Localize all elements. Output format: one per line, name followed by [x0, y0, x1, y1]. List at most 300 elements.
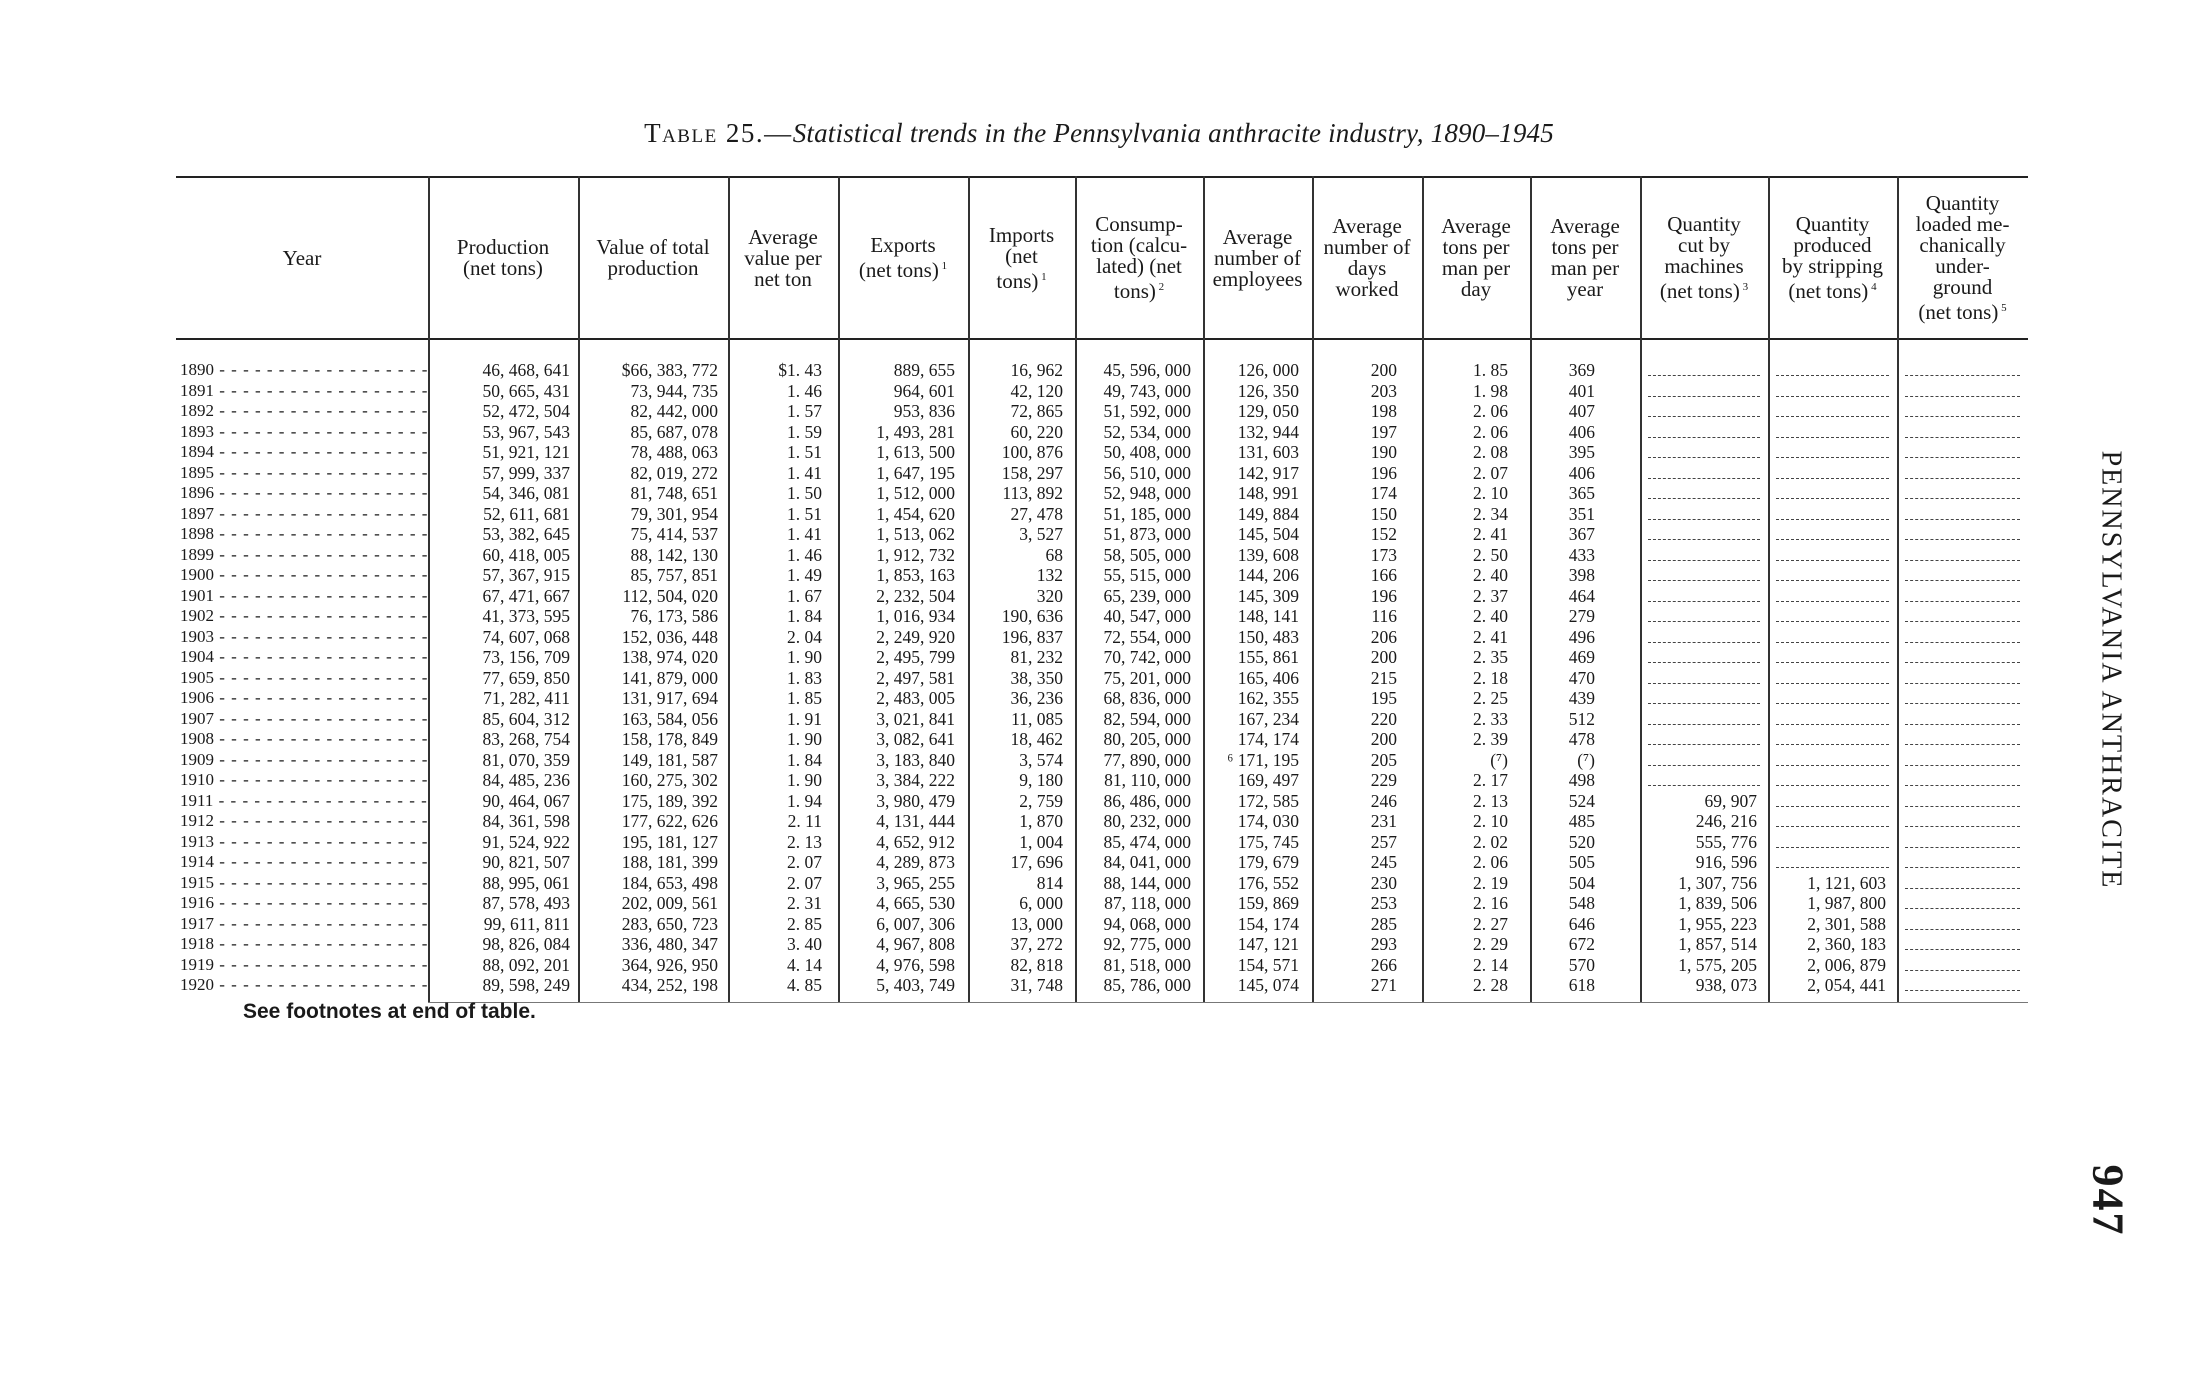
- table-cell: 144, 206: [1237, 565, 1299, 585]
- table-cell: 2. 18: [1473, 667, 1508, 688]
- table-cell: 215: [1370, 667, 1397, 688]
- table-cell: 173: [1370, 544, 1397, 565]
- empty-cell-leader: [1648, 621, 1760, 622]
- table-cell: 434, 252, 198: [621, 975, 718, 995]
- table-cell: 142, 917: [1237, 462, 1299, 483]
- year-cell: 1919 - - -: [180, 955, 428, 976]
- table-cell: 2. 34: [1473, 503, 1508, 524]
- table-cell: 938, 073: [1695, 975, 1757, 995]
- empty-cell-leader: [1905, 806, 2020, 807]
- empty-cell-leader: [1905, 457, 2020, 458]
- table-cell: 150, 483: [1237, 626, 1299, 647]
- empty-cell-leader: [1776, 703, 1889, 704]
- table-cell: 2. 28: [1473, 975, 1508, 995]
- table-cell: 524: [1568, 790, 1595, 811]
- table-cell: 53, 382, 645: [482, 524, 570, 544]
- table-cell: 469: [1568, 647, 1595, 667]
- table-cell: 89, 598, 249: [482, 975, 570, 995]
- table-cell: 74, 607, 068: [482, 626, 570, 647]
- table-cell: 50, 408, 000: [1103, 442, 1191, 462]
- table-cell: 72, 554, 000: [1103, 626, 1191, 647]
- table-cell: 1. 41: [787, 524, 822, 544]
- year-cell: 1902 - - -: [180, 606, 428, 627]
- year-cell: 1910 - - -: [180, 770, 428, 791]
- table-cell: 53, 967, 543: [482, 421, 570, 442]
- table-cell: 175, 189, 392: [621, 790, 718, 811]
- table-cell: 77, 659, 850: [482, 667, 570, 688]
- table-cell: 73, 156, 709: [482, 647, 570, 667]
- table-cell: 889, 655: [893, 360, 955, 380]
- table-cell: 145, 309: [1237, 585, 1299, 606]
- table-cell: 1. 41: [787, 462, 822, 483]
- header-rule: [176, 338, 2028, 340]
- table-cell: 1. 98: [1473, 380, 1508, 401]
- table-cell: 271: [1370, 975, 1397, 995]
- column-header-label: Quantity produced by stripping (net tons) $^4$: [1782, 212, 1883, 303]
- table-cell: 395: [1568, 442, 1595, 462]
- table-cell: 206: [1370, 626, 1397, 647]
- table-cell: 52, 534, 000: [1103, 421, 1191, 442]
- table-cell: 1. 50: [787, 483, 822, 503]
- table-cell: 80, 232, 000: [1103, 811, 1191, 831]
- empty-cell-leader: [1905, 478, 2020, 479]
- table-cell: 50, 665, 431: [482, 380, 570, 401]
- table-cell: 505: [1568, 852, 1595, 872]
- table-cell: 3, 574: [1019, 749, 1063, 770]
- table-cell: $66, 383, 772: [621, 360, 718, 380]
- empty-cell-leader: [1648, 560, 1760, 561]
- table-cell: 1. 85: [1473, 360, 1508, 380]
- table-cell: 231: [1370, 811, 1397, 831]
- table-cell: 320: [1036, 585, 1063, 606]
- table-cell: 166: [1370, 565, 1397, 585]
- table-cell: 159, 869: [1237, 893, 1299, 913]
- table-cell: 1, 839, 506: [1678, 893, 1757, 913]
- table-cell: 2. 13: [787, 831, 822, 852]
- column-header: [968, 182, 1075, 334]
- empty-cell-leader: [1776, 765, 1889, 766]
- footnote-marker: 1: [938, 260, 948, 272]
- table-cell: 85, 757, 851: [630, 565, 718, 585]
- table-cell: 2. 04: [787, 626, 822, 647]
- table-cell: 1, 454, 620: [876, 503, 955, 524]
- table-cell: 152, 036, 448: [621, 626, 718, 647]
- table-cell: 132: [1036, 565, 1063, 585]
- column-header: [1075, 182, 1203, 334]
- column-header: [176, 182, 428, 334]
- table-cell: 3, 183, 840: [876, 749, 955, 770]
- column-header-label: Year: [282, 245, 322, 270]
- table-cell: 364, 926, 950: [621, 954, 718, 975]
- table-cell: 60, 220: [1010, 421, 1063, 442]
- table-cell: 1, 512, 000: [876, 483, 955, 503]
- page-number: [2068, 1140, 2148, 1260]
- table-cell: 86, 486, 000: [1103, 790, 1191, 811]
- year-cell: 1893 - - -: [180, 422, 428, 443]
- table-cell: 4, 967, 808: [876, 934, 955, 954]
- table-cell: 42, 120: [1010, 380, 1063, 401]
- table-cell: 51, 185, 000: [1103, 503, 1191, 524]
- empty-cell-leader: [1776, 744, 1889, 745]
- table-cell: 205: [1370, 749, 1397, 770]
- table-cell: 2. 41: [1473, 524, 1508, 544]
- table-cell: 1. 57: [787, 401, 822, 421]
- table-cell: 52, 948, 000: [1103, 483, 1191, 503]
- year-cell: 1898 - - -: [180, 524, 428, 545]
- table-cell: 498: [1568, 770, 1595, 790]
- table-cell: 90, 821, 507: [482, 852, 570, 872]
- column-header-label: Quantity loaded me- chanically under- ground (net tons) $^5$: [1915, 191, 2010, 324]
- table-cell: 1. 90: [787, 729, 822, 749]
- table-cell: 9, 180: [1019, 770, 1063, 790]
- column-header-label: Consump- tion (calcu- lated) (net tons) $^2$: [1090, 212, 1188, 303]
- table-cell: 92, 775, 000: [1103, 934, 1191, 954]
- table-cell: 196: [1370, 585, 1397, 606]
- table-cell: 129, 050: [1237, 401, 1299, 421]
- table-cell: 72, 865: [1010, 401, 1063, 421]
- table-cell: 439: [1568, 688, 1595, 708]
- empty-cell-leader: [1905, 519, 2020, 520]
- table-cell: 131, 603: [1237, 442, 1299, 462]
- table-cell: 496: [1568, 626, 1595, 647]
- table-cell: 401: [1568, 380, 1595, 401]
- table-cell: ⁶ 171, 195: [1227, 749, 1299, 770]
- table-cell: 155, 861: [1237, 647, 1299, 667]
- table-cell: 1. 46: [787, 380, 822, 401]
- table-cell: 82, 442, 000: [630, 401, 718, 421]
- table-cell: 672: [1568, 934, 1595, 954]
- year-cell: 1906 - - -: [180, 688, 428, 709]
- table-cell: 175, 745: [1237, 831, 1299, 852]
- table-cell: 81, 070, 359: [482, 749, 570, 770]
- table-cell: 253: [1370, 893, 1397, 913]
- table-cell: 2. 27: [1473, 913, 1508, 934]
- table-cell: 98, 826, 084: [482, 934, 570, 954]
- table-cell: 158, 178, 849: [621, 729, 718, 749]
- empty-cell-leader: [1648, 416, 1760, 417]
- table-cell: 2, 249, 920: [876, 626, 955, 647]
- year-cell: 1903 - - -: [180, 627, 428, 648]
- year-cell: 1904 - - -: [180, 647, 428, 668]
- column-header-label: Exports (net tons) $^1$: [858, 233, 948, 282]
- table-cell: 195: [1370, 688, 1397, 708]
- year-cell: 1908 - - -: [180, 729, 428, 750]
- table-cell: 4, 652, 912: [876, 831, 955, 852]
- table-cell: 52, 611, 681: [483, 503, 570, 524]
- table-cell: 512: [1568, 708, 1595, 729]
- table-cell: 202, 009, 561: [621, 893, 718, 913]
- table-cell: 139, 608: [1237, 544, 1299, 565]
- empty-cell-leader: [1776, 396, 1889, 397]
- table-cell: 520: [1568, 831, 1595, 852]
- table-cell: 406: [1568, 462, 1595, 483]
- table-cell: 112, 504, 020: [622, 585, 718, 606]
- table-cell: 1. 46: [787, 544, 822, 565]
- table-cell: 478: [1568, 729, 1595, 749]
- year-cell: 1920 - - -: [180, 975, 428, 996]
- table-cell: 2. 85: [787, 913, 822, 934]
- table-cell: 4, 976, 598: [876, 954, 955, 975]
- empty-cell-leader: [1776, 580, 1889, 581]
- empty-cell-leader: [1905, 498, 2020, 499]
- table-cell: 2. 14: [1473, 954, 1508, 975]
- table-cell: 40, 547, 000: [1103, 606, 1191, 626]
- table-cell: 188, 181, 399: [621, 852, 718, 872]
- table-cell: 2, 301, 588: [1807, 913, 1886, 934]
- table-cell: 2. 07: [787, 872, 822, 893]
- empty-cell-leader: [1648, 437, 1760, 438]
- footnote-marker: 5: [1998, 302, 2007, 314]
- table-cell: 229: [1370, 770, 1397, 790]
- table-cell: 82, 019, 272: [630, 462, 718, 483]
- table-cell: 88, 995, 061: [482, 872, 570, 893]
- table-cell: 3, 021, 841: [876, 708, 955, 729]
- table-cell: 84, 485, 236: [482, 770, 570, 790]
- table-cell: 162, 355: [1237, 688, 1299, 708]
- table-cell: 2. 29: [1473, 934, 1508, 954]
- table-cell: 90, 464, 067: [482, 790, 570, 811]
- table-cell: 85, 604, 312: [482, 708, 570, 729]
- table-cell: 67, 471, 667: [482, 585, 570, 606]
- table-cell: 464: [1568, 585, 1595, 606]
- table-cell: 646: [1568, 913, 1595, 934]
- column-header: [1640, 182, 1768, 334]
- table-cell: 13, 000: [1010, 913, 1063, 934]
- table-cell: 148, 141: [1237, 606, 1299, 626]
- year-cell: 1897 - - -: [180, 504, 428, 525]
- year-cell: 1914 - - -: [180, 852, 428, 873]
- table-cell: 1, 870: [1019, 811, 1063, 831]
- table-cell: 1, 647, 195: [876, 462, 955, 483]
- table-cell: 16, 962: [1010, 360, 1063, 380]
- running-head: [2050, 430, 2170, 910]
- page-number-text: 947: [2083, 1164, 2133, 1236]
- empty-cell-leader: [1648, 498, 1760, 499]
- table-cell: 88, 092, 201: [482, 954, 570, 975]
- table-cell: 132, 944: [1237, 421, 1299, 442]
- empty-cell-leader: [1648, 601, 1760, 602]
- table-cell: 2, 759: [1019, 790, 1063, 811]
- table-cell: 51, 873, 000: [1103, 524, 1191, 544]
- table-cell: 2. 07: [787, 852, 822, 872]
- table-cell: 1, 987, 800: [1807, 893, 1886, 913]
- table-cell: 85, 687, 078: [630, 421, 718, 442]
- table-cell: 38, 350: [1010, 667, 1063, 688]
- table-cell: 351: [1568, 503, 1595, 524]
- table-cell: 279: [1568, 606, 1595, 626]
- table-cell: 154, 174: [1237, 913, 1299, 934]
- table-cell: 470: [1568, 667, 1595, 688]
- table-cell: 2, 495, 799: [876, 647, 955, 667]
- empty-cell-leader: [1648, 519, 1760, 520]
- table-cell: 81, 748, 651: [630, 483, 718, 503]
- table-cell: 246, 216: [1695, 811, 1757, 831]
- year-cell: 1891 - - -: [180, 381, 428, 402]
- table-cell: 283, 650, 723: [621, 913, 718, 934]
- table-cell: 2. 11: [787, 811, 822, 831]
- table-cell: 88, 144, 000: [1103, 872, 1191, 893]
- table-cell: 365: [1568, 483, 1595, 503]
- table-cell: 369: [1568, 360, 1595, 380]
- table-cell: 83, 268, 754: [482, 729, 570, 749]
- table-cell: 154, 571: [1237, 954, 1299, 975]
- empty-cell-leader: [1905, 539, 2020, 540]
- table-cell: 367: [1568, 524, 1595, 544]
- empty-cell-leader: [1648, 478, 1760, 479]
- table-cell: 88, 142, 130: [630, 544, 718, 565]
- table-cell: 3, 965, 255: [876, 872, 955, 893]
- table-cell: 49, 743, 000: [1103, 380, 1191, 401]
- table-cell: 149, 884: [1237, 503, 1299, 524]
- table-cell: 1, 307, 756: [1678, 872, 1757, 893]
- empty-cell-leader: [1648, 703, 1760, 704]
- table-cell: 87, 118, 000: [1104, 893, 1191, 913]
- table-cell: 2, 232, 504: [876, 585, 955, 606]
- year-cell: 1896 - - -: [180, 483, 428, 504]
- table-cell: 1, 493, 281: [876, 421, 955, 442]
- empty-cell-leader: [1905, 970, 2020, 971]
- table-cell: 953, 836: [893, 401, 955, 421]
- table-cell: 31, 748: [1010, 975, 1063, 995]
- empty-cell-leader: [1648, 765, 1760, 766]
- empty-cell-leader: [1905, 416, 2020, 417]
- empty-cell-leader: [1905, 437, 2020, 438]
- year-cell: 1905 - - -: [180, 668, 428, 689]
- table-cell: 77, 890, 000: [1103, 749, 1191, 770]
- table-cell: 336, 480, 347: [621, 934, 718, 954]
- table-cell: 85, 786, 000: [1103, 975, 1191, 995]
- empty-cell-leader: [1648, 580, 1760, 581]
- empty-cell-leader: [1648, 375, 1760, 376]
- empty-cell-leader: [1776, 621, 1889, 622]
- table-cell: 169, 497: [1237, 770, 1299, 790]
- column-header: [728, 182, 838, 334]
- table-cell: (⁷): [1490, 749, 1508, 770]
- table-cell: 4, 131, 444: [876, 811, 955, 831]
- table-cell: 18, 462: [1010, 729, 1063, 749]
- table-cell: 916, 596: [1695, 852, 1757, 872]
- year-cell: 1917 - - -: [180, 914, 428, 935]
- column-header-label: Average tons per man per day: [1441, 214, 1511, 301]
- table-cell: 433: [1568, 544, 1595, 565]
- table-cell: 2. 19: [1473, 872, 1508, 893]
- table-cell: 257: [1370, 831, 1397, 852]
- table-cell: 1. 91: [787, 708, 822, 729]
- empty-cell-leader: [1648, 662, 1760, 663]
- table-cell: 2. 40: [1473, 606, 1508, 626]
- table-cell: 2. 10: [1473, 483, 1508, 503]
- column-header: [1312, 182, 1422, 334]
- table-cell: 195, 181, 127: [621, 831, 718, 852]
- table-cell: 5, 403, 749: [876, 975, 955, 995]
- table-cell: 55, 515, 000: [1103, 565, 1191, 585]
- table-cell: 548: [1568, 893, 1595, 913]
- column-header: [1422, 182, 1530, 334]
- table-cell: 184, 653, 498: [621, 872, 718, 893]
- table-cell: 91, 524, 922: [482, 831, 570, 852]
- empty-cell-leader: [1905, 847, 2020, 848]
- table-cell: 2. 33: [1473, 708, 1508, 729]
- table-cell: 84, 361, 598: [482, 811, 570, 831]
- table-cell: 6, 000: [1019, 893, 1063, 913]
- table-cell: 1, 513, 062: [876, 524, 955, 544]
- table-cell: 65, 239, 000: [1103, 585, 1191, 606]
- empty-cell-leader: [1648, 744, 1760, 745]
- table-cell: 81, 518, 000: [1103, 954, 1191, 975]
- table-cell: 1. 51: [787, 503, 822, 524]
- year-cell: 1899 - - -: [180, 545, 428, 566]
- table-cell: 555, 776: [1695, 831, 1757, 852]
- empty-cell-leader: [1648, 457, 1760, 458]
- table-cell: 165, 406: [1237, 667, 1299, 688]
- empty-cell-leader: [1776, 560, 1889, 561]
- year-cell: 1909 - - -: [180, 750, 428, 771]
- empty-cell-leader: [1905, 642, 2020, 643]
- bottom-rule: [428, 1002, 2028, 1003]
- table-cell: 2. 06: [1473, 421, 1508, 442]
- empty-cell-leader: [1648, 724, 1760, 725]
- table-cell: 2. 06: [1473, 401, 1508, 421]
- column-header: [1768, 182, 1897, 334]
- column-header: [428, 182, 578, 334]
- table-cell: 570: [1568, 954, 1595, 975]
- empty-cell-leader: [1776, 601, 1889, 602]
- empty-cell-leader: [1776, 478, 1889, 479]
- table-cell: 1, 575, 205: [1678, 954, 1757, 975]
- table-cell: 4, 289, 873: [876, 852, 955, 872]
- empty-cell-leader: [1648, 396, 1760, 397]
- table-cell: 1. 83: [787, 667, 822, 688]
- table-cell: 190, 636: [1001, 606, 1063, 626]
- table-cell: $1. 43: [778, 360, 822, 380]
- table-cell: 2. 39: [1473, 729, 1508, 749]
- table-cell: 78, 488, 063: [630, 442, 718, 462]
- column-header-label: Average number of employees: [1212, 224, 1303, 291]
- year-cell: 1913 - - -: [180, 832, 428, 853]
- column-header: [838, 182, 968, 334]
- table-cell: 2. 40: [1473, 565, 1508, 585]
- table-caption: [0, 118, 2198, 149]
- table-cell: 246: [1370, 790, 1397, 811]
- table-cell: 220: [1370, 708, 1397, 729]
- empty-cell-leader: [1905, 867, 2020, 868]
- empty-cell-leader: [1776, 806, 1889, 807]
- table-cell: 2. 13: [1473, 790, 1508, 811]
- table-cell: 3, 384, 222: [876, 770, 955, 790]
- empty-cell-leader: [1776, 498, 1889, 499]
- table-cell: 57, 367, 915: [482, 565, 570, 585]
- table-cell: 406: [1568, 421, 1595, 442]
- empty-cell-leader: [1905, 785, 2020, 786]
- table-cell: 145, 074: [1237, 975, 1299, 995]
- table-cell: 1. 51: [787, 442, 822, 462]
- table-cell: 2. 50: [1473, 544, 1508, 565]
- table-cell: 58, 505, 000: [1103, 544, 1191, 565]
- running-head-text: PENNSYLVANIA ANTHRACITE: [2095, 450, 2127, 890]
- column-header: [1203, 182, 1312, 334]
- table-cell: 1, 955, 223: [1678, 913, 1757, 934]
- year-cell: 1907 - - -: [180, 709, 428, 730]
- table-cell: 174: [1370, 483, 1397, 503]
- column-header: [1530, 182, 1640, 334]
- year-cell: 1894 - - -: [180, 442, 428, 463]
- table-cell: 2. 37: [1473, 585, 1508, 606]
- table-cell: 2, 360, 183: [1807, 934, 1886, 954]
- empty-cell-leader: [1776, 642, 1889, 643]
- table-cell: 27, 478: [1010, 503, 1063, 524]
- table-cell: 36, 236: [1010, 688, 1063, 708]
- table-cell: 79, 301, 954: [630, 503, 718, 524]
